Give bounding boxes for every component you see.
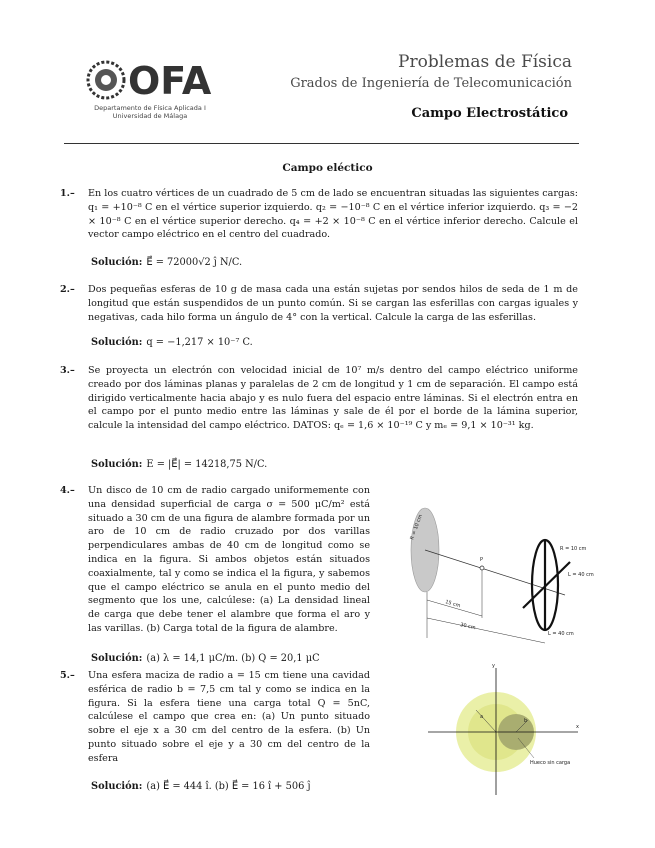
point-p [480,566,484,570]
solution-value: E = |E⃗| = 14218,75 N/C. [146,459,268,470]
logo-subtitle [80,105,220,120]
solution-label: Solución: [91,653,143,664]
svg-text:OFA: OFA [128,59,212,103]
solution-5 [91,781,310,792]
disc-radius-label: R = 10 cm [409,513,424,541]
problem-text: Se proyecta un electrón con velocidad inicial de 10⁷ m/s dentro del campo eléctrico uniforme creado por dos láminas planas y paralelas de 2 cm de longitud y 1 cm de separación. El campo está dirigido verticalmente hacia abajo y es nulo fuera del espacio entre láminas. Si el electrón entra en el campo por el punto medio entre las láminas y sale de él por el borde de la lámina superior, calcule la intensidad del campo eléctrico. DATOS: qₑ = 1,6 × 10⁻¹⁹ C y mₑ = 9,1 × 10⁻³¹ kg. [88,365,578,432]
header-rule [64,143,579,144]
dim-15cm-label: 15 cm [444,599,462,610]
solution-2 [91,337,253,348]
point-label: P [480,557,484,563]
problem-4 [60,484,370,636]
dim-30cm-label: 30 cm [459,622,477,632]
problem-number: 2.– [60,284,75,295]
problem-number: 1.– [60,188,75,199]
section-title: Campo eléctico [282,162,373,174]
rod-label-2: L = 40 cm [548,631,574,637]
problem-3 [60,364,578,433]
problem-5 [60,669,370,766]
x-axis-label: x [576,724,579,730]
ring-radius-label: R = 10 cm [560,546,587,552]
problem-text: Dos pequeñas esferas de 10 g de masa cada una están sujetas por sendos hilos de seda de 1 m de longitud que están suspendidos de un punto común. Si se cargan las esferillas con cargas iguales y negativas, cada hilo forma un ángulo de 4° con la vertical. Calcule la carga de las esferillas. [88,284,578,323]
problem-2 [60,283,578,324]
solution-label: Solución: [91,459,143,470]
figure-sphere-cavity [418,660,586,800]
solution-value: E⃗ = 72000√2 ĵ N/C. [146,257,243,268]
solution-value: (a) E⃗ = 444 î. (b) E⃗ = 16 î + 506 ĵ [146,781,311,792]
logo-sub-line-2: Universidad de Málaga [112,111,188,120]
hole-label: Hueco sin carga [530,760,571,766]
problem-text: Un disco de 10 cm de radio cargado uniformemente con una densidad superficial de carga σ = 500 μC/m² está situado a 30 cm de una figura de alambre formada por un aro de 10 cm de radio cruzado por dos varillas perpendiculares ambas de 40 cm de longitud como se indica en la figura. Si ambos objetos están situados coaxialmente, tal y como se indica el la figura, y sabemos que el campo eléctrico se anula en el punto medio del segmento que los une, calcúlese: (a) La densidad lineal de carga que debe tener el alambre que forma el aro y las varillas. (b) Carga total de la figura de alambre. [88,485,370,634]
figure-disc-and-wire [405,500,605,645]
dim-30cm [427,618,545,643]
b-label: b [524,718,528,724]
a-label: a [480,714,484,720]
solution-4 [91,653,320,664]
problem-number: 3.– [60,365,75,376]
wire-rod-diagonal [523,562,570,608]
doc-title: Problemas de Física [398,52,572,72]
problem-number: 4.– [60,485,75,496]
solution-3 [91,459,267,470]
solution-value: (a) λ = 14,1 μC/m. (b) Q = 20,1 μC [146,653,320,664]
problem-text: En los cuatro vértices de un cuadrado de 5 cm de lado se encuentran situadas las siguientes cargas: q₁ = +10⁻⁸ C en el vértice superior izquierdo. q₂ = −10⁻⁸ C en el vértice inferior izquierdo. q₃ = −2 × 10⁻⁸ C en el vértice superior derecho. q₄ = +2 × 10⁻⁸ C en el vértice inferior derecho. Calcule el vector campo eléctrico en el centro del cuadrado. [88,188,578,241]
page-header [0,0,655,150]
doc-subtitle: Grados de Ingeniería de Telecomunicación [290,76,572,91]
solution-1 [91,257,242,268]
rod-label-1: L = 40 cm [568,572,594,578]
y-axis-label: y [492,663,495,669]
topic-title: Campo Electrostático [411,106,568,121]
problem-number: 5.– [60,670,75,681]
problem-text: Una esfera maciza de radio a = 15 cm tiene una cavidad esférica de radio b = 7,5 cm tal y como se indica en la figura. Si la esfera tiene una carga total Q = 5nC, calcúlese el campo que crea en: (a) Un punto situado sobre el eje x a 30 cm del centro de la esfera. (b) Un punto situado sobre el eje y a 30 cm del centro de la esfera [88,670,370,764]
solution-label: Solución: [91,337,143,348]
solution-label: Solución: [91,781,143,792]
problem-1 [60,187,578,242]
solution-value: q = −1,217 × 10⁻⁷ C. [146,337,253,348]
solution-label: Solución: [91,257,143,268]
logo-sub-line-1: Departamento de Física Aplicada I [94,104,206,112]
